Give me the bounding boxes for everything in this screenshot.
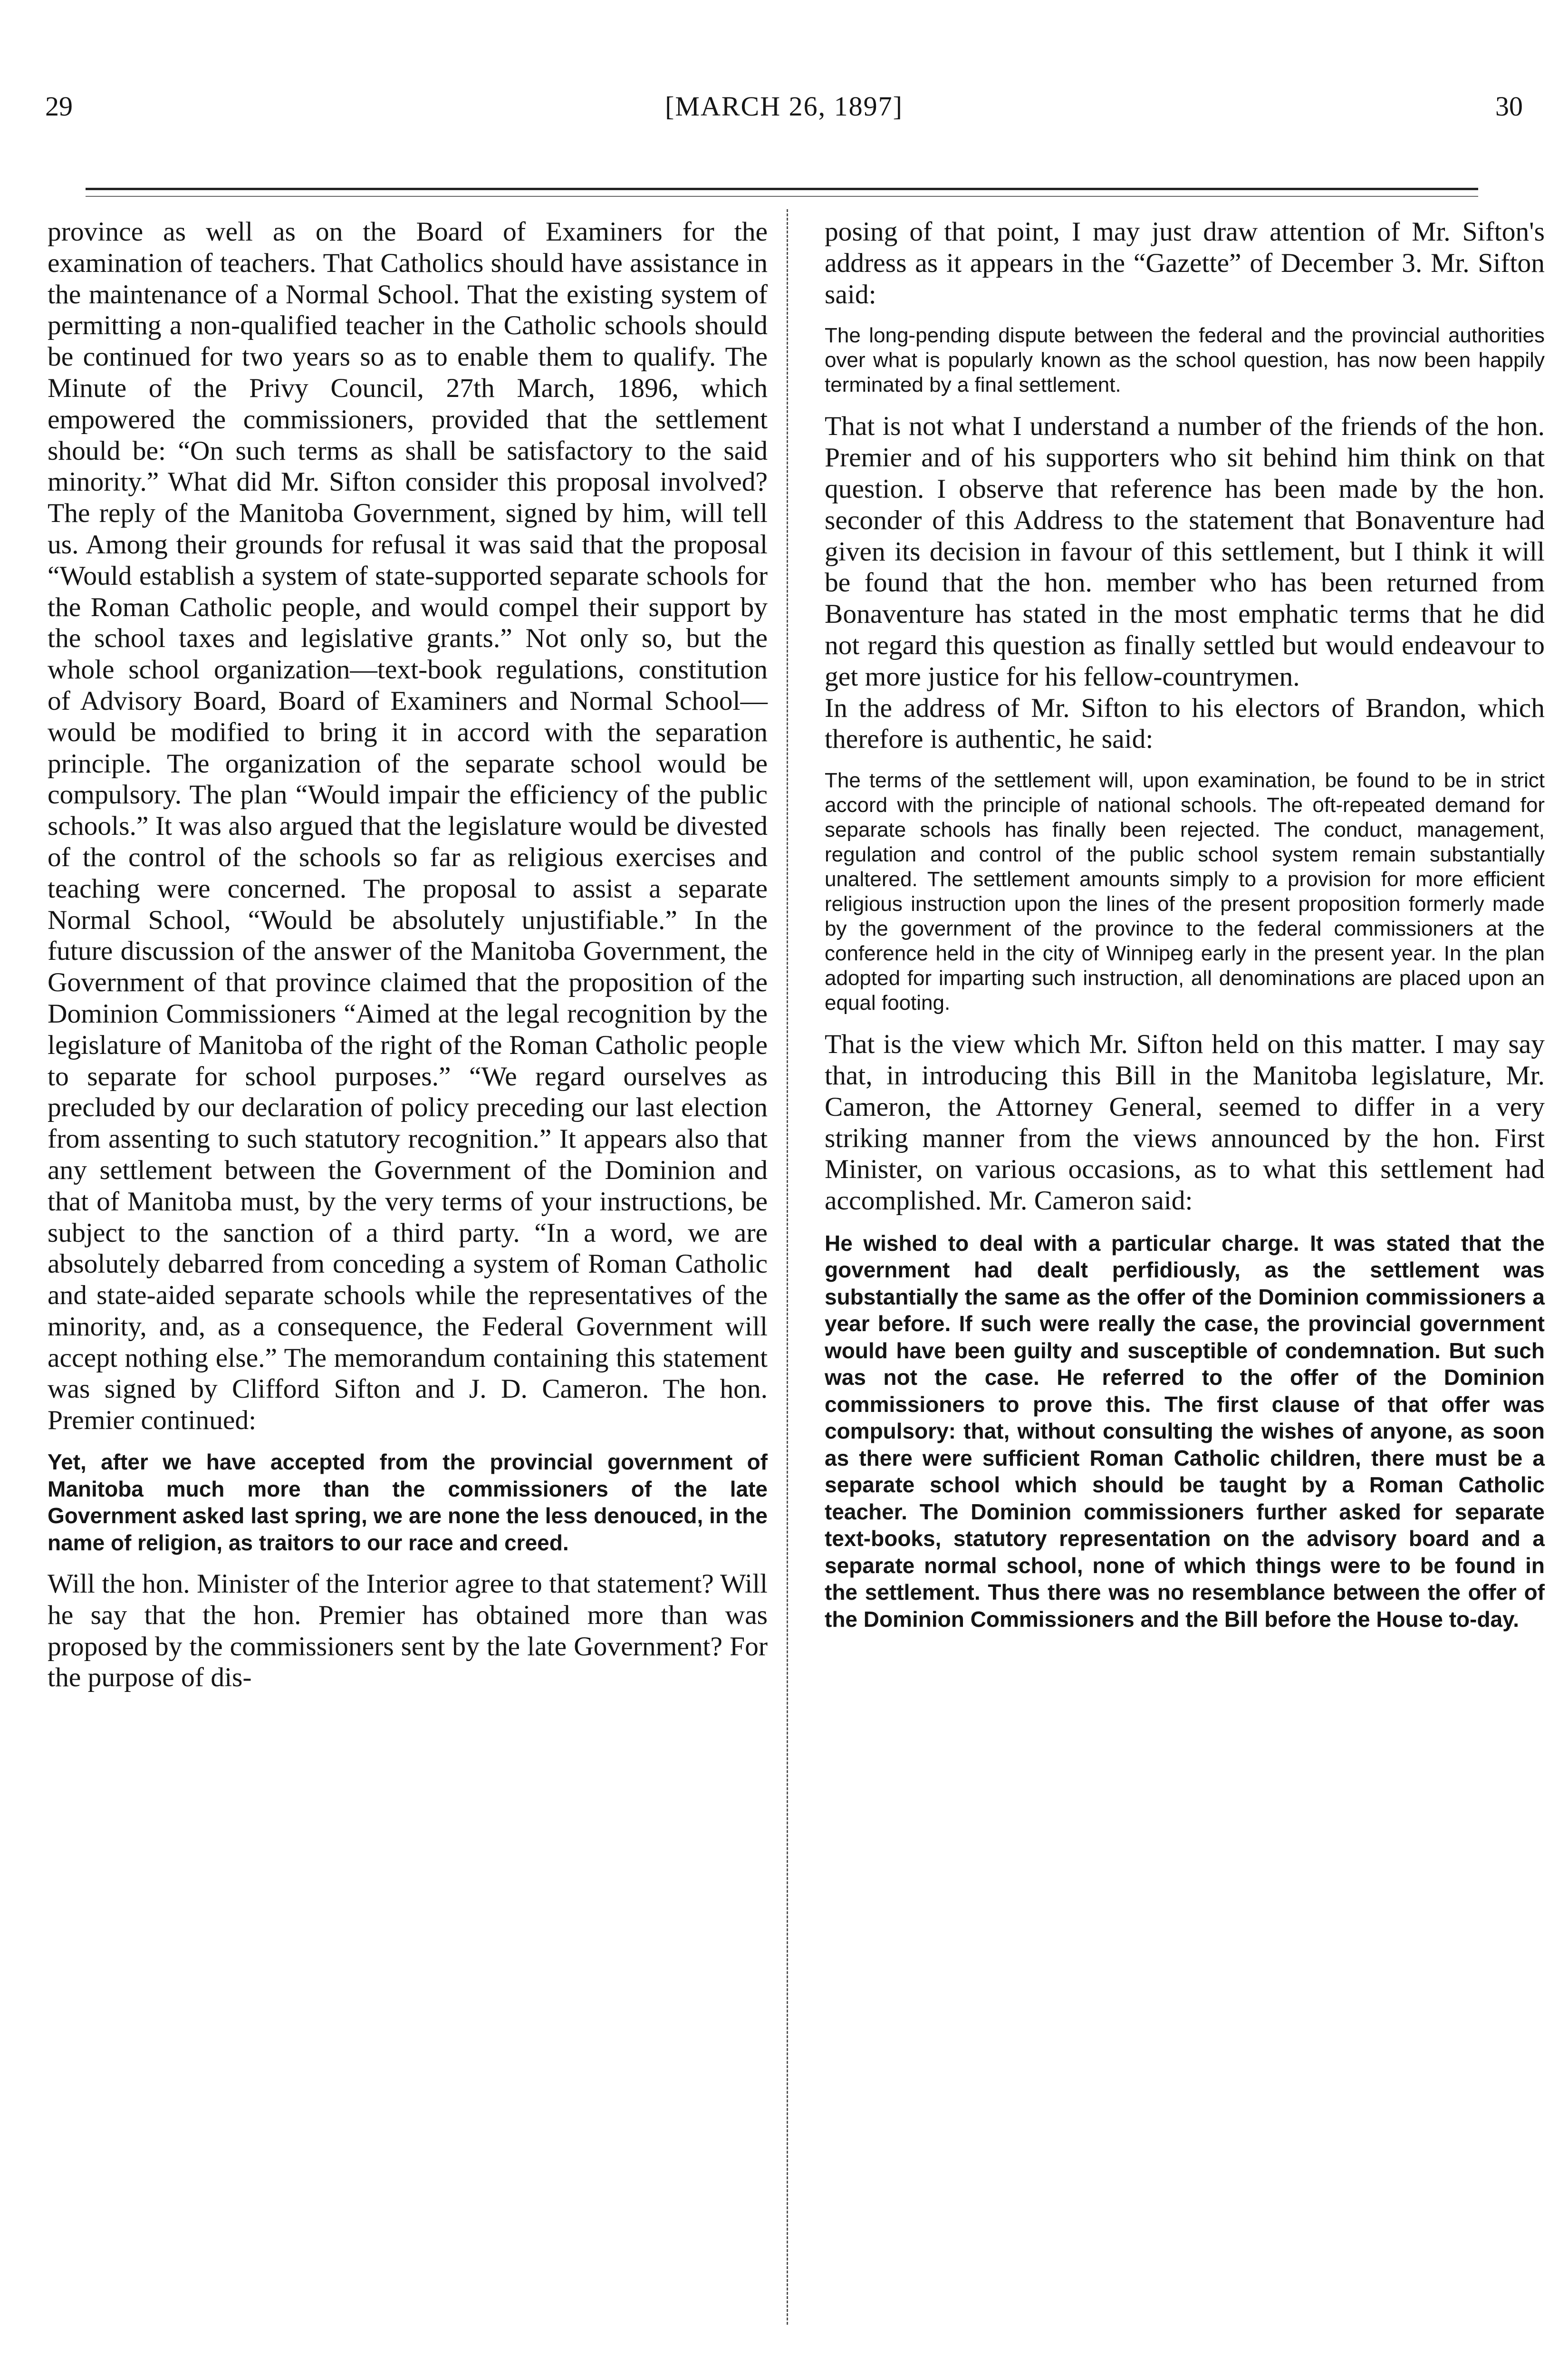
right-column xyxy=(825,216,1545,1633)
right-quote-1: The long-pending dispute between the federal and the provincial authorities over what is popularly known as the school question, has now been happily terminated by a final settlement. xyxy=(825,324,1545,397)
page-number-right: 30 xyxy=(1495,91,1523,122)
right-quote-3: He wished to deal with a particular charge. It was stated that the government had dealt perfidiously, as the settlement was substantially the same as the offer of the Dominion commissioners a year before. If such were really the case, the provincial government would have been guilty and susceptible of condemnation. But such was not the case. He referred to the offer of the Dominion commissioners to prove this. The first clause of that offer was compulsory: that, without consulting the wishes of anyone, as soon as there were sufficient Roman Catholic children, there must be a separate school which should be taught by a Roman Catholic teacher. The Dominion commissioners further asked for separate text-books, statutory representation on the advisory board and a separate normal school, none of which things were to be found in the settlement. Thus there was no resemblance between the offer of the Dominion Commissioners and the Bill before the House to-day. xyxy=(825,1230,1545,1632)
left-quote-1: Yet, after we have accepted from the provincial government of Manitoba much more than the commissioners of the late Government asked last spring, we are none the less denouced, in the name of religion, as traitors to our race and creed. xyxy=(48,1449,768,1555)
right-paragraph-3: In the address of Mr. Sifton to his electors of Brandon, which therefore is authentic, he said: xyxy=(825,693,1545,754)
page-number-left: 29 xyxy=(45,91,73,122)
right-quote-2: The terms of the settlement will, upon examination, be found to be in strict accord with the principle of national schools. The oft-repeated demand for separate schools has finally been rejected. The conduct, management, regulation and control of the public school system remain substantially unaltered. The settlement amounts simply to a provision for more efficient religious instruction upon the lines of the present proposition formerly made by the government of the province to the federal commissioners at the conference held in the city of Winnipeg early in the present year. In the plan adopted for imparting such instruction, all denominations are placed upon an equal footing. xyxy=(825,769,1545,1015)
left-column xyxy=(48,216,768,1693)
header-rule-thin xyxy=(86,196,1478,197)
right-paragraph-2: That is not what I understand a number of the friends of the hon. Premier and of his supporters who sit behind him think on that question. I observe that reference has been made by the hon. seconder of this Address to the statement that Bonaventure had given its decision in favour of this settlement, but I think it will be found that the hon. member who has been returned from Bonaventure has stated in the most emphatic terms that he did not regard this question as finally settled but would endeavour to get more justice for his fellow-countrymen. xyxy=(825,411,1545,692)
page-header xyxy=(45,93,1523,145)
column-divider xyxy=(787,209,788,2325)
left-paragraph-1: province as well as on the Board of Examiners for the examination of teachers. That Catholics should have assistance in the maintenance of a Normal School. That the existing system of permitting a non-qualified teacher in the Catholic schools should be continued for two years so as to enable them to qualify. The Minute of the Privy Council, 27th March, 1896, which empowered the commissioners, provided that the settlement should be: “On such terms as shall be satisfactory to the said minority.” What did Mr. Sifton consider this proposal involved? The reply of the Manitoba Government, signed by him, will tell us. Among their grounds for refusal it was said that the proposal “Would establish a system of state-supported separate schools for the Roman Catholic people, and would compel their support by the school taxes and legislative grants.” Not only so, but the whole school organization—text-book regulations, constitution of Advisory Board, Board of Examiners and Normal School—would be modified to bring it in accord with the separation principle. The organization of the separate school would be compulsory. The plan “Would impair the efficiency of the public schools.” It was also argued that the legislature would be divested of the control of the schools so far as religious exercises and teaching were concerned. The proposal to assist a separate Normal School, “Would be absolutely unjustifiable.” In the future discussion of the answer of the Manitoba Government, the Government of that province claimed that the proposition of the Dominion Commissioners “Aimed at the legal recognition by the legislature of Manitoba of the right of the Roman Catholic people to separate for school purposes.” “We regard ourselves as precluded by our declaration of policy preceding our last election from assenting to such statutory recognition.” It appears also that any settlement between the Government of the Dominion and that of Manitoba must, by the very terms of your instructions, be subject to the sanction of a third party. “In a word, we are absolutely debarred from conceding a system of Roman Catholic and state-aided separate schools while the representatives of the minority, and, as a consequence, the Federal Government will accept nothing else.” The memorandum containing this statement was signed by Clifford Sifton and J. D. Cameron. The hon. Premier continued: xyxy=(48,217,768,1436)
header-date: [MARCH 26, 1897] xyxy=(665,91,903,122)
right-paragraph-1: posing of that point, I may just draw attention of Mr. Sifton's address as it appears in the “Gazette” of December 3. Mr. Sifton said: xyxy=(825,217,1545,309)
header-rule xyxy=(86,188,1478,190)
left-paragraph-2: Will the hon. Minister of the Interior agree to that statement? Will he say that the hon. Premier has obtained more than was proposed by the commissioners sent by the late Government? For the purpose of dis- xyxy=(48,1569,768,1693)
right-paragraph-4: That is the view which Mr. Sifton held on this matter. I may say that, in introducing this Bill in the Manitoba legislature, Mr. Cameron, the Attorney General, seemed to differ in a very striking manner from the views announced by the hon. First Minister, on various occasions, as to what this settlement had accomplished. Mr. Cameron said: xyxy=(825,1029,1545,1216)
